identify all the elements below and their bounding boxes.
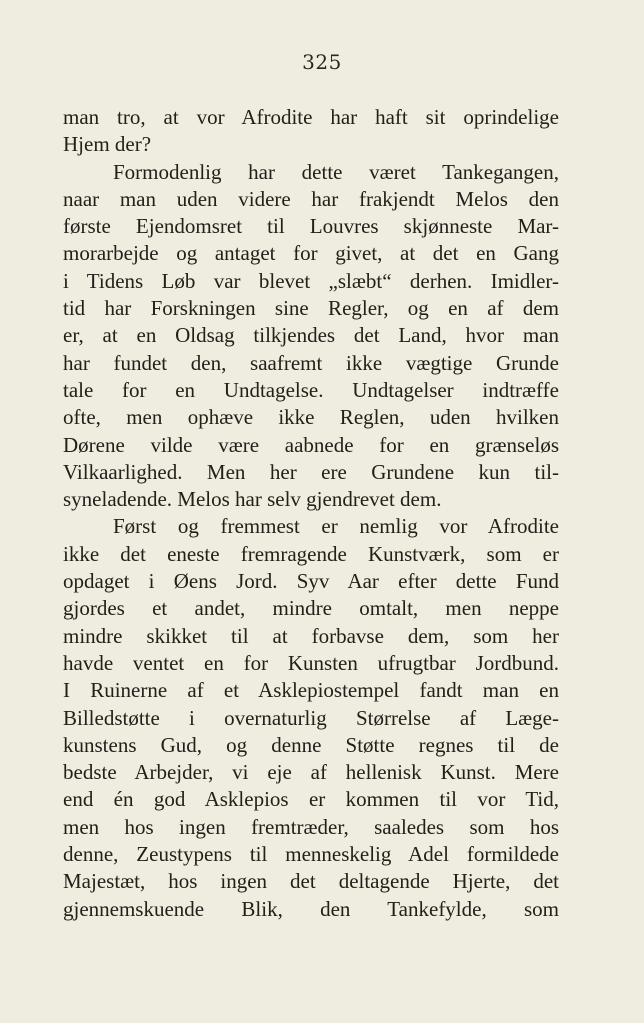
text-line: Vilkaarlighed. Men her ere Grundene kun til- — [63, 459, 559, 484]
text-line: havde ventet en for Kunsten ufrugtbar Jordbund. — [63, 650, 559, 675]
text-line: Majestæt, hos ingen det deltagende Hjerte, det — [63, 869, 559, 894]
text-line: er, at en Oldsag tilkjendes det Land, hvor man — [63, 323, 559, 348]
text-line: ikke det eneste fremragende Kunstværk, som er — [63, 541, 559, 566]
text-line: første Ejendomsret til Louvres skjønneste Mar- — [63, 214, 559, 239]
text-line: men hos ingen fremtræder, saaledes som hos — [63, 814, 559, 839]
text-line: gjordes et andet, mindre omtalt, men neppe — [63, 596, 559, 621]
text-line: morarbejde og antaget for givet, at det en Gang — [63, 241, 559, 266]
text-line: gjennemskuende Blik, den Tankefylde, som — [63, 896, 559, 921]
text-line: Først og fremmest er nemlig vor Afrodite — [113, 514, 559, 539]
text-line: Formodenlig har dette været Tankegangen, — [113, 159, 559, 184]
text-line: Hjem der? — [63, 132, 152, 157]
text-line: opdaget i Øens Jord. Syv Aar efter dette Fund — [63, 569, 559, 594]
body-text — [63, 104, 559, 923]
text-line: denne, Zeustypens til menneskelig Adel formildede — [63, 842, 559, 867]
text-line: man tro, at vor Afrodite har haft sit oprindelige — [63, 105, 559, 129]
text-line: I Ruinerne af et Asklepiostempel fandt man en — [63, 678, 559, 703]
text-line: Dørene vilde være aabnede for en grænseløs — [63, 432, 559, 457]
text-line: tale for en Undtagelse. Undtagelser indtræffe — [63, 377, 559, 402]
text-line: ofte, men ophæve ikke Reglen, uden hvilken — [63, 405, 559, 430]
text-line: naar man uden videre har frakjendt Melos den — [63, 186, 559, 211]
text-line: bedste Arbejder, vi eje af hellenisk Kunst. Mere — [63, 760, 559, 785]
text-line: mindre skikket til at forbavse dem, som her — [63, 623, 559, 648]
text-line: kunstens Gud, og denne Støtte regnes til de — [63, 732, 559, 757]
text-line: syneladende. Melos har selv gjendrevet dem. — [63, 487, 442, 512]
text-line: end én god Asklepios er kommen til vor Tid, — [63, 787, 559, 812]
text-line: har fundet den, saafremt ikke vægtige Grunde — [63, 350, 559, 375]
text-line: i Tidens Løb var blevet „slæbt“ derhen. Imidler- — [63, 268, 559, 293]
page-number: 325 — [302, 50, 342, 74]
text-line: Billedstøtte i overnaturlig Størrelse af Læge- — [63, 705, 559, 730]
text-line: tid har Forskningen sine Regler, og en af dem — [63, 296, 559, 321]
